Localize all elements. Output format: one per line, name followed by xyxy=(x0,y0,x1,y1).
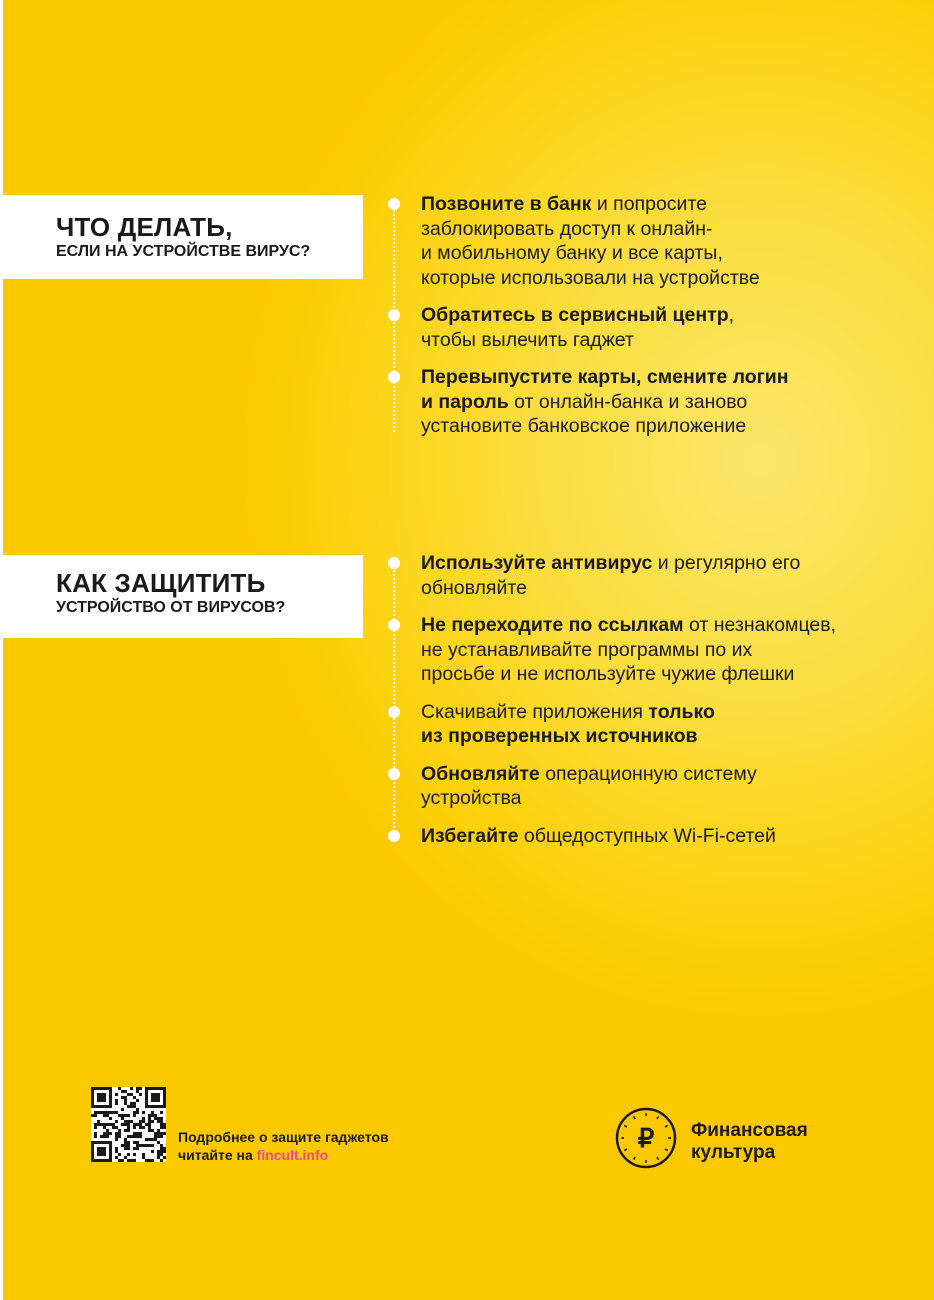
bullet-dot-icon xyxy=(388,309,400,321)
section2-subtitle: УСТРОЙСТВО ОТ ВИРУСОВ? xyxy=(56,599,286,616)
svg-text:₽: ₽ xyxy=(637,1123,655,1153)
bullet-dot-icon xyxy=(388,198,400,210)
list-item: Перевыпустите карты, смените логин и пароль от онлайн-банка и заново установите банковское приложение xyxy=(384,365,904,439)
section1-subtitle: ЕСЛИ НА УСТРОЙСТВЕ ВИРУС? xyxy=(56,243,311,260)
bullet-dot-icon xyxy=(388,371,400,383)
list-item: Позвоните в банк и попросите заблокировать доступ к онлайн- и мобильному банку и все карты, которые использовали на устройстве xyxy=(384,192,904,290)
list-item: Обновляйте операционную систему устройства xyxy=(384,762,904,811)
bullet-dot-icon xyxy=(388,619,400,631)
bullet-dot-icon xyxy=(388,557,400,569)
section1-title-box xyxy=(3,195,363,279)
bullet-dot-icon xyxy=(388,768,400,780)
section2-title-box xyxy=(3,555,363,638)
list-item: Избегайте общедоступных Wi-Fi-сетей xyxy=(384,824,904,849)
fincult-link[interactable]: fincult.info xyxy=(256,1147,329,1163)
list-item: Обратитесь в сервисный центр, чтобы вылечить гаджет xyxy=(384,303,904,352)
list-item: Скачивайте приложения только из проверенных источников xyxy=(384,700,904,749)
qr-code-icon[interactable] xyxy=(91,1087,166,1162)
section2-list xyxy=(384,551,904,846)
section2-title: КАК ЗАЩИТИТЬ xyxy=(56,568,266,598)
ruble-clock-icon xyxy=(614,1106,678,1170)
list-item: Не переходите по ссылкам от незнакомцев, не устанавливайте программы по их просьбе и не используйте чужие флешки xyxy=(384,613,904,687)
brand-name: Финансовая культура xyxy=(691,1120,808,1163)
section1-title: ЧТО ДЕЛАТЬ, xyxy=(56,212,233,242)
bullet-dot-icon xyxy=(388,830,400,842)
list-item: Используйте антивирус и регулярно его обновляйте xyxy=(384,551,904,600)
section1-list xyxy=(384,192,904,442)
bullet-dot-icon xyxy=(388,706,400,718)
qr-caption: Подробнее о защите гаджетов читайте на fincult.info xyxy=(178,1129,389,1163)
